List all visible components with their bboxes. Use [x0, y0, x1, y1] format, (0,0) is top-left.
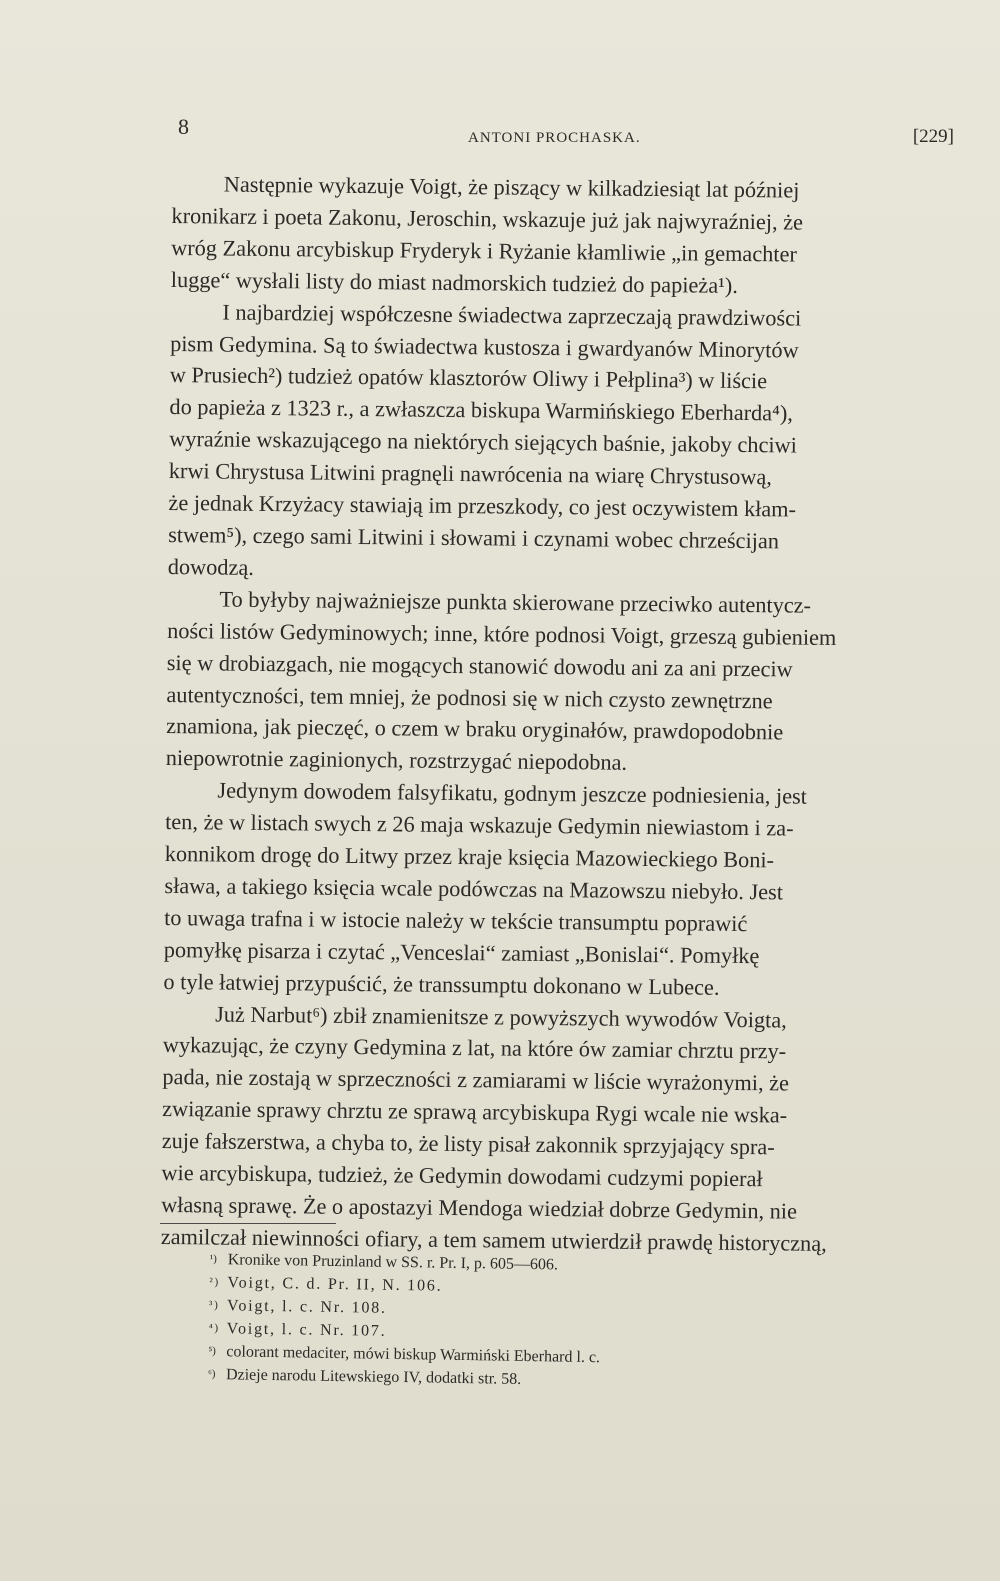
footnote-text: Voigt, C. d. Pr. II, N. 106.: [227, 1274, 443, 1295]
footnote-mark: ⁵): [208, 1344, 216, 1358]
footnote-mark: ²): [209, 1275, 221, 1289]
footnote-text: Dzieje narodu Litewskiego IV, dodatki str. 58.: [225, 1366, 522, 1388]
footnotes: [208, 1248, 770, 1395]
footnote-mark: ¹): [209, 1252, 217, 1266]
footnote-text: Kronike von Pruzinland w SS. r. Pr. I, p. 605—606.: [227, 1251, 559, 1274]
page-header: [178, 110, 954, 150]
footnote-text: colorant medaciter, mówi biskup Warmiński Eberhard l. c.: [226, 1343, 601, 1367]
footnote-text: Voigt, l. c. Nr. 107.: [226, 1320, 387, 1340]
footnote-divider: [160, 1223, 336, 1224]
footnote-mark: ⁶): [207, 1367, 216, 1381]
footnote-mark: ⁴): [208, 1321, 220, 1335]
footnote-text: Voigt, l. c. Nr. 108.: [226, 1297, 387, 1317]
paragraph: Już Narbut⁶) zbił znamienitsze z powyższych wywodów Voigta, wykazując, że czyny Gedymina z lat, na które ów zamiar chrztu przy- pada, nie zostają w sprzeczności z zamiarami w liście wyrażonymi, że związanie sprawy chrztu ze sprawą arcybiskupa Rygi wcale nie wska- zuje fałszerstwa, a chyba to, że listy pisał zakonnik sprzyjający spra- wie arcybiskupa, tudzież, że Gedymin dowodami cudzymi popierał własną sprawę. Że o apostazyi Mendoga wiedział dobrze Gedymin, nie zamilczał niewinności ofiary, a tem samem utwierdził prawdę historyczną,: [160, 1001, 827, 1256]
page-number: 8: [178, 114, 189, 139]
paragraph: Następnie wykazuje Voigt, że piszący w kilkadziesiąt lat później kronikarz i poeta Zakonu, Jeroschin, wskazuje już jak najwyraźniej, że wróg Zakonu arcybiskup Fryderyk i Ryżanie kłamliwie „in gemachter lugge“ wysłali listy do miast nadmorskich tudzież do papieża¹).: [170, 171, 804, 298]
paragraph: To byłyby najważniejsze punkta skierowane przeciwko autentycz- ności listów Gedyminowych; inne, które podnosi Voigt, grzeszą gubieniem się w drobiazgach, nie mogących stanowić dowodu ani za ani przeciw autentyczności, tem mniej, że podnosi się w nich czysto zewnętrzne znamiona, jak pieczęć, o czem w braku oryginałów, prawdopodobnie niepowrotnie zaginionych, rozstrzygać niepodobna.: [165, 586, 837, 776]
paragraph: I najbardziej współczesne świadectwa zaprzeczają prawdziwości pism Gedymina. Są to świadectwa kustosza i gwardyanów Minorytów w Prusiech²) tudzież opatów klasztorów Oliwy i Pełplina³) w liście do papieża z 1323 r., a zwłaszcza biskupa Warmińskiego Eberharda⁴), wyraźnie wskazującego na niektórych siejących baśnie, jakoby chciwi krwi Chrystusa Litwini pragnęli nawrócenia na wiarę Chrystusową, że jednak Krzyżacy stawiają im przeszkody, co jest oczywistem kłam- stwem⁵), czego sami Litwini i słowami i czynami wobec chrześcijan dowodzą.: [167, 299, 802, 580]
paragraph: Jedynym dowodem falsyfikatu, godnym jeszcze podniesienia, jest ten, że w listach swych z 26 maja wskazuje Gedymin niewiastom i za- konnikom drogę do Litwy przez kraje księcia Mazowieckiego Boni- sława, a takiego księcia wcale podówczas na Mazowszu niebyło. Jest to uwaga trafna i w istocie należy w tekście transumptu poprawić pomyłkę pisarza i czytać „Venceslai“ zamiast „Bonislai“. Pomyłkę o tyle łatwiej przypuścić, że transsumptu dokonano w Lubece.: [163, 777, 808, 1000]
running-title: ANTONI PROCHASKA.: [468, 130, 641, 146]
page-reference: [229]: [912, 126, 954, 147]
footnote-mark: ³): [209, 1298, 220, 1312]
main-text: [161, 168, 958, 1261]
